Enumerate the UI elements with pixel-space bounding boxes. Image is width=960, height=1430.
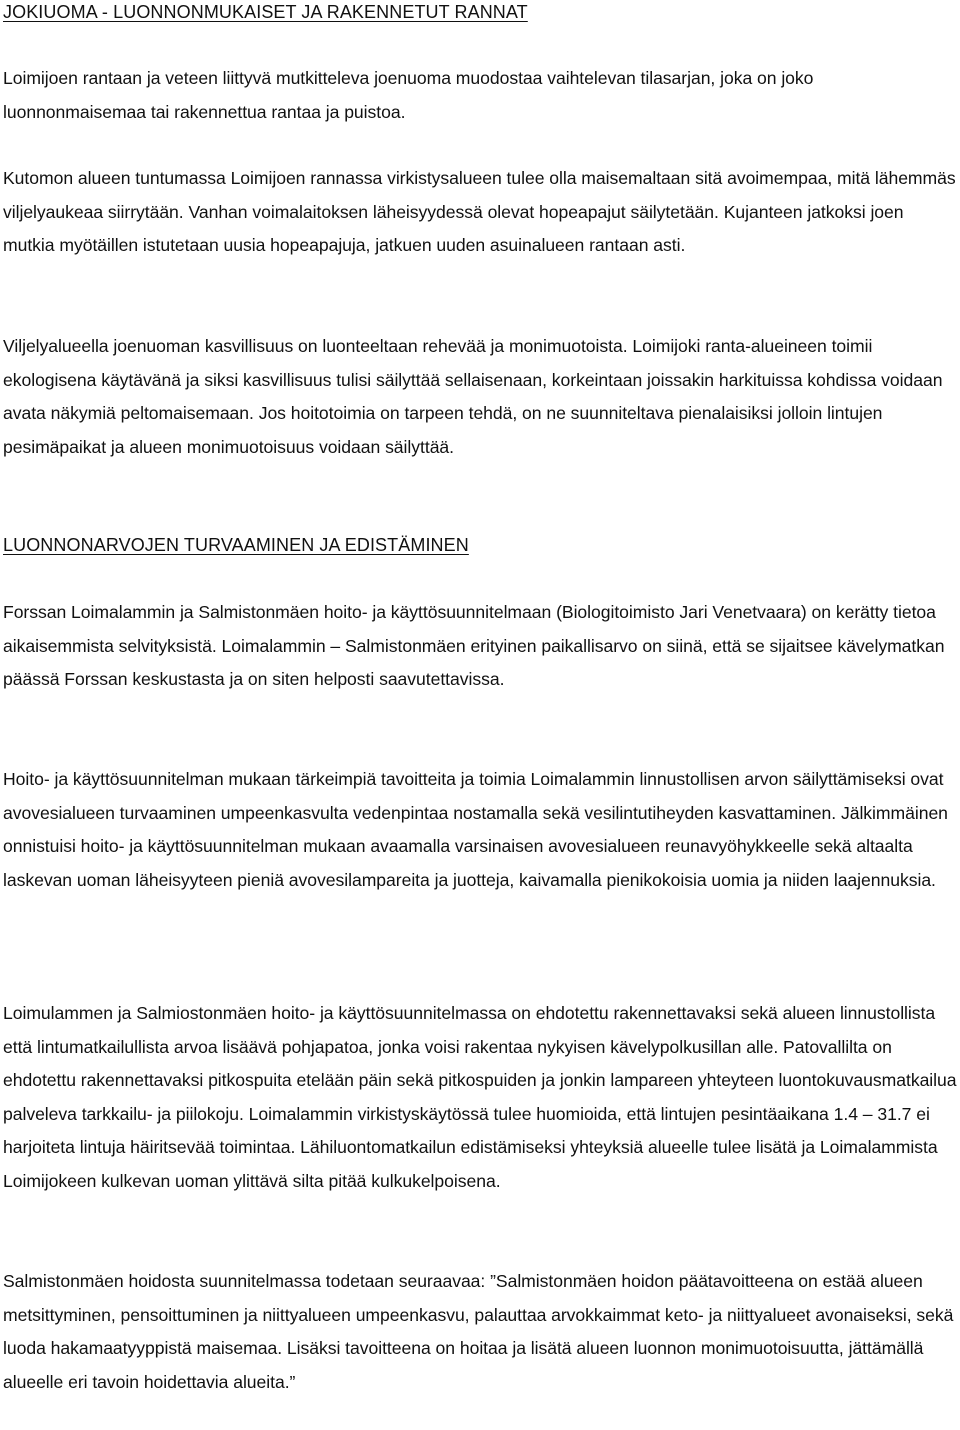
document-title: JOKIUOMA - LUONNONMUKAISET JA RAKENNETUT RANNAT xyxy=(3,2,528,22)
paragraph-dam-proposal: Loimulammen ja Salmiostonmäen hoito- ja käyttösuunnitelmassa on ehdotettu rakennettavaksi sekä alueen linnustollista että lintumatkailullista arvoa lisäävä pohjapatoa, jonka voisi rakentaa nykyisen kävelypolkusillan alle. Patovallilta on ehdotettu rakennettavaksi pitkospuita etelään päin sekä pitkospuiden ja jonkin lampareen yhteyteen luontokuvausmatkailua palveleva tarkkailu- ja piilokoju. Loimalammin virkistyskäytössä tulee huomioida, että lintujen pesintäaikana 1.4 – 31.7 ei harjoiteta lintuja häiritsevää toimintaa. Lähiluontomatkailun edistämiseksi yhteyksiä alueelle tulee lisätä ja Loimalammista Loimijokeen kulkevan uoman ylittävä silta pitää kulkukelpoisena. xyxy=(3,1003,957,1191)
paragraph-care-plan-source: Forssan Loimalammin ja Salmistonmäen hoito- ja käyttösuunnitelmaan (Biologitoimisto Jari Venetvaara) on kerätty tietoa aikaisemmista selvityksistä. Loimalammin – Salmistonmäen erityinen paikallisarvo on siinä, että se sijaitsee kävelymatkan päässä Forssan keskustasta ja on siten helposti saavutettavissa. xyxy=(3,602,945,689)
paragraph-bird-goals: Hoito- ja käyttösuunnitelman mukaan tärkeimpiä tavoitteita ja toimia Loimalammin linnustollisen arvon säilyttämiseksi ovat avovesialueen turvaaminen umpeenkasvulta vedenpintaa nostamalla sekä vesilintutiheyden kasvattaminen. Jälkimmäinen onnistuisi hoito- ja käyttösuunnitelman mukaan avaamalla varsinaisen avovesialueen reunavyöhykkeelle sekä altaalta laskevan uoman läheisyyteen pieniä avovesilampareita ja juotteja, kaivamalla pienikokoisia uomia ja niiden laajennuksia. xyxy=(3,769,948,890)
section-heading-nature-values: LUONNONARVOJEN TURVAAMINEN JA EDISTÄMINEN xyxy=(3,535,469,555)
paragraph-salmistonmaki-quote: Salmistonmäen hoidosta suunnitelmassa todetaan seuraavaa: ”Salmistonmäen hoidon päätavoitteena on estää alueen metsittyminen, pensoittuminen ja niittyalueen umpeenkasvu, palauttaa arvokkaimmat keto- ja niittyalueet avonaiseksi, sekä luoda hakamaatyyppistä maisemaa. Lisäksi tavoitteena on hoitaa ja lisätä alueen luonnon monimuotoisuutta, jättämällä alueelle eri tavoin hoidettavia alueita.” xyxy=(3,1271,954,1392)
paragraph-kutomon-area: Kutomon alueen tuntumassa Loimijoen rannassa virkistysalueen tulee olla maisemaltaan sitä avoimempaa, mitä lähemmäs viljelyaukeaa siirrytään. Vanhan voimalaitoksen läheisyydessä olevat hopeapajut säilytetään. Kujanteen jatkoksi joen mutkia myötäillen istutetaan uusia hopeapajuja, jatkuen uuden asuinalueen rantaan asti. xyxy=(3,168,956,255)
paragraph-river-intro: Loimijoen rantaan ja veteen liittyvä mutkitteleva joenuoma muodostaa vaihtelevan tilasarjan, joka on joko luonnonmaisemaa tai rakennettua rantaa ja puistoa. xyxy=(3,68,814,122)
paragraph-farmland-vegetation: Viljelyalueella joenuoman kasvillisuus on luonteeltaan rehevää ja monimuotoista. Loimijoki ranta-alueineen toimii ekologisena käytävänä ja siksi kasvillisuus tulisi säilyttää sellaisenaan, korkeintaan joissakin harkituissa kohdissa voidaan avata näkymiä peltomaisemaan. Jos hoitotoimia on tarpeen tehdä, on ne suunniteltava pienalaisiksi jolloin lintujen pesimäpaikat ja alueen monimuotoisuus voidaan säilyttää. xyxy=(3,336,943,457)
